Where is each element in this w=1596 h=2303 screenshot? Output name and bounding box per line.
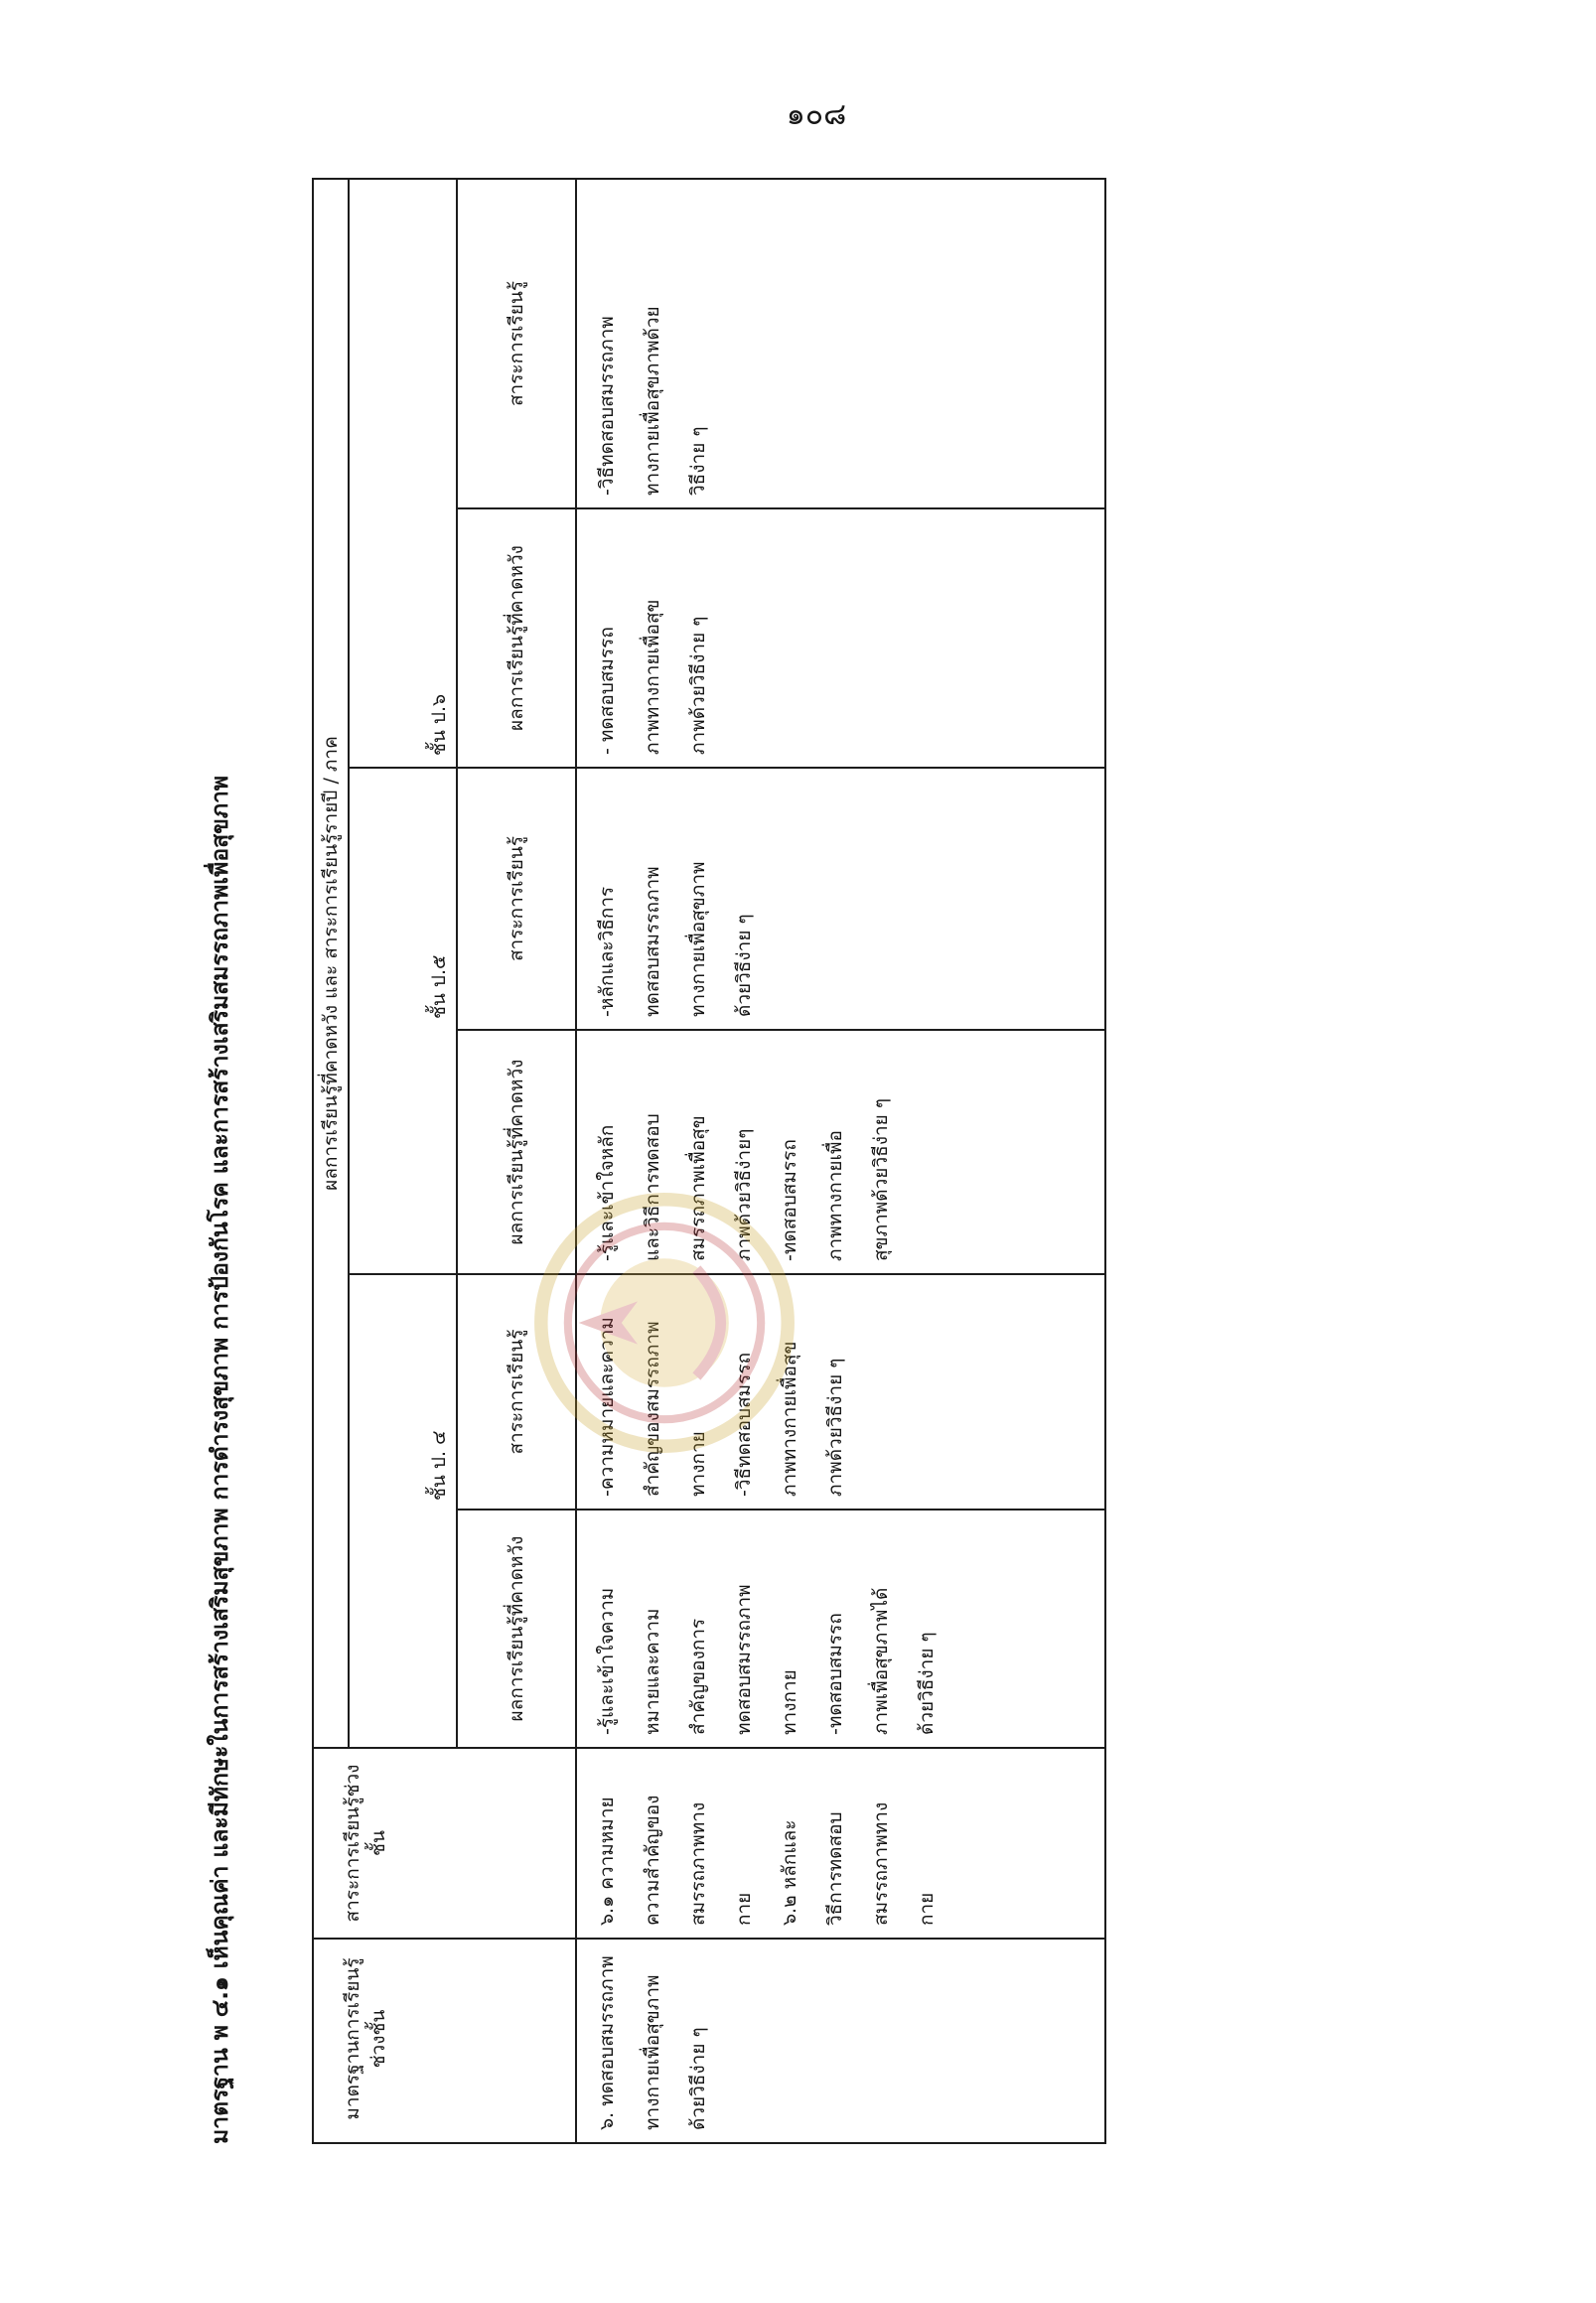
grade-p5: ชั้น ป.๕ bbox=[428, 954, 450, 1019]
sub-content-p6: สาระการเรียนรู้ bbox=[506, 280, 527, 407]
grade-p4: ชั้น ป. ๔ bbox=[428, 1430, 450, 1501]
sub-outcome-p4: ผลการเรียนรู้ที่คาดหวัง bbox=[506, 1535, 527, 1722]
body-p4-content: -ความหมายและความ สำคัญของสมรรถภาพ ทางกาย -วิธีทดสอบสมรรถ ภาพทางกายเพื่อสุข ภาพด้วยวิธีง่าย ๆ bbox=[596, 1317, 846, 1497]
header-standard: มาตรฐานการเรียนรู้ช่วงชั้น bbox=[342, 1957, 389, 2120]
body-p6-outcome: - ทดสอบสมรรถ ภาพทางกายเพื่อสุข ภาพด้วยวิธีง่าย ๆ bbox=[596, 599, 709, 755]
seal-watermark-icon bbox=[530, 1189, 798, 1457]
sub-content-p4: สาระการเรียนรู้ bbox=[506, 1329, 527, 1455]
body-content-range: ๖.๑ ความหมาย ความสำคัญของ สมรรถภาพทาง กาย ๖.๒ หลักและ วิธีการทดสอบ สมรรถภาพทาง กาย bbox=[596, 1795, 938, 1926]
body-p6-content: -วิธีทดสอบสมรรถภาพ ทางกายเพื่อสุขภาพด้วย วิธีง่าย ๆ bbox=[596, 306, 709, 496]
header-outcome-group: ผลการเรียนรู้ที่คาดหวัง และ สาระการเรียนรู้รายปี / ภาค bbox=[320, 736, 342, 1191]
page-number: ๑๐๘ bbox=[786, 97, 847, 132]
rotated-content bbox=[195, 178, 1123, 2144]
body-standard: ๖. ทดสอบสมรรถภาพทางกายเพื่อสุขภาพด้วยวิธีง่าย ๆ bbox=[596, 1955, 709, 2130]
body-p5-outcome: -รู้และเข้าใจหลัก และวิธีการทดสอบ สมรรถภาพเพื่อสุข ภาพด้วยวิธีง่ายๆ -ทดสอบสมรรถ ภาพทางกายเพื่อ สุขภาพด้วยวิธีง่าย ๆ bbox=[596, 1097, 892, 1261]
body-p5-content: -หลักและวิธีการ ทดสอบสมรรถภาพ ทางกายเพื่อสุขภาพ ด้วยวิธีง่าย ๆ bbox=[596, 861, 755, 1017]
sub-outcome-p5: ผลการเรียนรู้ที่คาดหวัง bbox=[506, 1059, 527, 1245]
grade-p6: ชั้น ป.๖ bbox=[428, 693, 450, 756]
header-content-range: สาระการเรียนรู้ช่วงชั้น bbox=[342, 1764, 389, 1923]
body-p4-outcome: -รู้และเข้าใจความ หมายและความ สำคัญของการ ทดสอบสมรรถภาพ ทางกาย -ทดสอบสมรรถ ภาพเพื่อสุขภาพได้ ด้วยวิธีง่าย ๆ bbox=[596, 1584, 938, 1735]
sub-outcome-p6: ผลการเรียนรู้ที่คาดหวัง bbox=[506, 545, 527, 731]
sub-content-p5: สาระการเรียนรู้ bbox=[506, 835, 527, 962]
standards-table bbox=[312, 178, 1106, 2144]
standard-title: มาตรฐาน พ ๔.๑ เห็นคุณค่า และมีทักษะในการสร้างเสริมสุขภาพ การดำรงสุขภาพ การป้องกันโรค และการสร้างเสริมสมรรถภาพเพื่อสุขภาพ bbox=[208, 775, 233, 2144]
